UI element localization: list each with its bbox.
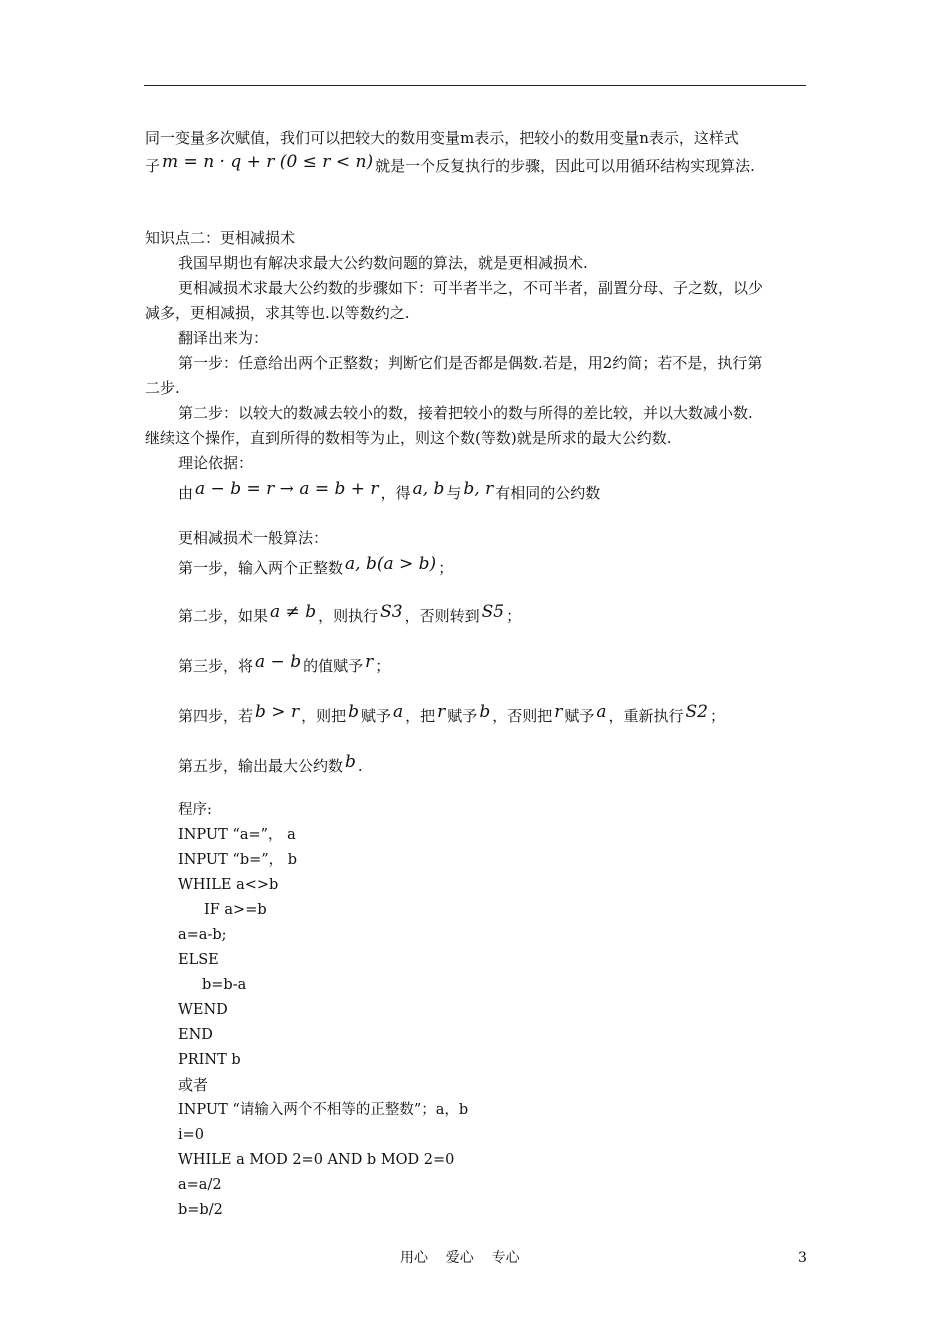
code-line: [178, 825, 296, 845]
code-line: [178, 1075, 208, 1095]
step-4-text: 第四步，若: [178, 707, 254, 725]
paragraph-3-text: 翻译出来为：: [178, 329, 269, 347]
translated-step-2-line-1: [178, 403, 753, 423]
step-3-text: 第三步，将: [178, 657, 254, 675]
code-line: [178, 1200, 223, 1220]
step-2-mid-1: ，则执行: [318, 607, 379, 625]
algorithm-step-3: [178, 652, 391, 676]
theory-formula: a − b = r → a = b + r: [195, 479, 379, 499]
translated-step-2-text-1: 第二步：以较大的数减去较小的数，接着把较小的数与所得的差比较，并以大数减小数.: [178, 404, 753, 422]
theory-mid-2: 与: [446, 484, 462, 502]
step-4-mid-2: 赋予: [360, 707, 391, 725]
code-text: IF a>=b: [204, 902, 267, 918]
code-text: WHILE a<>b: [178, 877, 279, 893]
code-text: INPUT “a=”， a: [178, 827, 296, 843]
intro-line-1: [145, 128, 739, 148]
code-line: [202, 975, 246, 995]
step-1-formula: a, b(a > b): [345, 554, 437, 574]
intro-text-2-prefix: 子: [145, 157, 161, 175]
theory-line: [178, 479, 601, 503]
step-4-end: ；: [710, 707, 726, 725]
intro-formula: m = n · q + r (0 ≤ r < n): [162, 152, 374, 172]
algorithm-step-1: [178, 554, 454, 578]
code-line: [178, 1150, 454, 1170]
paragraph-2-line-2: [145, 303, 410, 323]
code-text: END: [178, 1027, 213, 1043]
code-line: [178, 925, 227, 945]
program-label-text: 程序:: [178, 802, 212, 818]
step-4-r: r: [437, 702, 446, 722]
code-text: b=b/2: [178, 1202, 223, 1218]
code-text: INPUT “b=”， b: [178, 852, 298, 868]
translated-step-1-line-1: [178, 353, 762, 373]
program-label: [178, 800, 212, 820]
page-number: 3: [798, 1250, 807, 1266]
step-4-formula: b > r: [255, 702, 300, 722]
step-2-end: ；: [506, 607, 522, 625]
section-heading-text: 知识点二：更相减损术: [145, 229, 296, 247]
step-4-mid-3: ，把: [405, 707, 436, 725]
step-2-s3: S3: [380, 602, 403, 622]
paragraph-1: [178, 253, 588, 273]
code-line: [178, 875, 278, 895]
algorithm-heading: [178, 528, 328, 548]
step-1-end: ；: [438, 559, 454, 577]
paragraph-2-text-1: 更相减损术求最大公约数的步骤如下：可半者半之，不可半者，副置分母、子之数，以少: [178, 279, 764, 297]
code-line: [204, 900, 267, 920]
step-4-b: b: [348, 702, 359, 722]
step-4-mid-5: ，否则把: [492, 707, 553, 725]
step-5-b: b: [345, 752, 356, 772]
step-4-s2: S2: [685, 702, 708, 722]
code-text: WHILE a MOD 2=0 AND b MOD 2=0: [178, 1152, 455, 1168]
paragraph-2-text-2: 减多，更相减损，求其等也.以等数约之.: [145, 304, 410, 322]
code-line: [178, 950, 219, 970]
code-line: [178, 1125, 204, 1145]
theory-prefix: 由: [178, 484, 194, 502]
code-line: [178, 1000, 228, 1020]
code-text: ELSE: [178, 952, 219, 968]
code-line: [178, 850, 297, 870]
code-text: b=b-a: [202, 977, 247, 993]
step-4-a-2: a: [596, 702, 607, 722]
step-1-text: 第一步，输入两个正整数: [178, 559, 344, 577]
step-4-a: a: [393, 702, 404, 722]
translated-step-1-text-1: 第一步：任意给出两个正整数；判断它们是否都是偶数.若是，用2约简；若不是，执行第: [178, 354, 763, 372]
theory-ab: a, b: [412, 479, 445, 499]
step-5-text: 第五步，输出最大公约数: [178, 757, 344, 775]
code-line: [178, 1100, 468, 1120]
theory-label: [178, 453, 253, 473]
algorithm-heading-text: 更相减损术一般算法：: [178, 529, 329, 547]
step-3-mid: 的值赋予: [303, 657, 364, 675]
paragraph-1-text: 我国早期也有解决求最大公约数问题的算法，就是更相减损术.: [178, 254, 588, 272]
step-4-mid-4: 赋予: [447, 707, 478, 725]
step-3-r: r: [365, 652, 374, 672]
code-text: INPUT “请输入两个不相等的正整数”；a，b: [178, 1102, 469, 1118]
step-4-r-2: r: [554, 702, 563, 722]
code-text: a=a/2: [178, 1177, 222, 1193]
intro-line-2: [145, 152, 755, 176]
step-4-b-2: b: [479, 702, 491, 722]
code-text: PRINT b: [178, 1052, 241, 1068]
code-text: 或者: [178, 1076, 209, 1094]
translated-step-2-text-2: 继续这个操作，直到所得的数相等为止，则这个数(等数)就是所求的最大公约数.: [145, 429, 672, 447]
step-3-end: ；: [375, 657, 391, 675]
code-line: [178, 1050, 241, 1070]
step-5-end: .: [357, 757, 363, 775]
step-2-formula: a ≠ b: [270, 602, 317, 622]
step-4-mid-7: ，重新执行: [608, 707, 684, 725]
section-heading: [145, 228, 295, 248]
paragraph-2-line-1: [178, 278, 763, 298]
code-text: a=a-b;: [178, 927, 227, 943]
algorithm-step-4: [178, 702, 726, 726]
algorithm-step-5: [178, 752, 363, 776]
paragraph-3: [178, 328, 268, 348]
code-text: i=0: [178, 1127, 205, 1143]
translated-step-1-line-2: [145, 378, 180, 398]
theory-suffix: 有相同的公约数: [495, 484, 601, 502]
theory-br: b, r: [463, 479, 494, 499]
step-2-text: 第二步，如果: [178, 607, 269, 625]
theory-label-text: 理论依据：: [178, 454, 254, 472]
code-line: [178, 1025, 213, 1045]
translated-step-2-line-2: [145, 428, 671, 448]
header-rule: [144, 85, 806, 86]
step-2-mid-2: ，否则转到: [404, 607, 480, 625]
step-2-s5: S5: [481, 602, 505, 622]
code-line: [178, 1175, 222, 1195]
step-4-mid-1: ，则把: [301, 707, 347, 725]
step-3-formula: a − b: [255, 652, 302, 672]
intro-text-2-suffix: 就是一个反复执行的步骤，因此可以用循环结构实现算法.: [375, 157, 755, 175]
algorithm-step-2: [178, 602, 522, 626]
translated-step-1-text-2: 二步.: [145, 379, 180, 397]
intro-text-1: 同一变量多次赋值，我们可以把较大的数用变量m表示，把较小的数用变量n表示，这样式: [145, 129, 739, 147]
code-text: WEND: [178, 1002, 228, 1018]
theory-mid-1: ，得: [380, 484, 411, 502]
footer-motto: 用心 爱心 专心: [400, 1250, 520, 1266]
step-4-mid-6: 赋予: [564, 707, 595, 725]
